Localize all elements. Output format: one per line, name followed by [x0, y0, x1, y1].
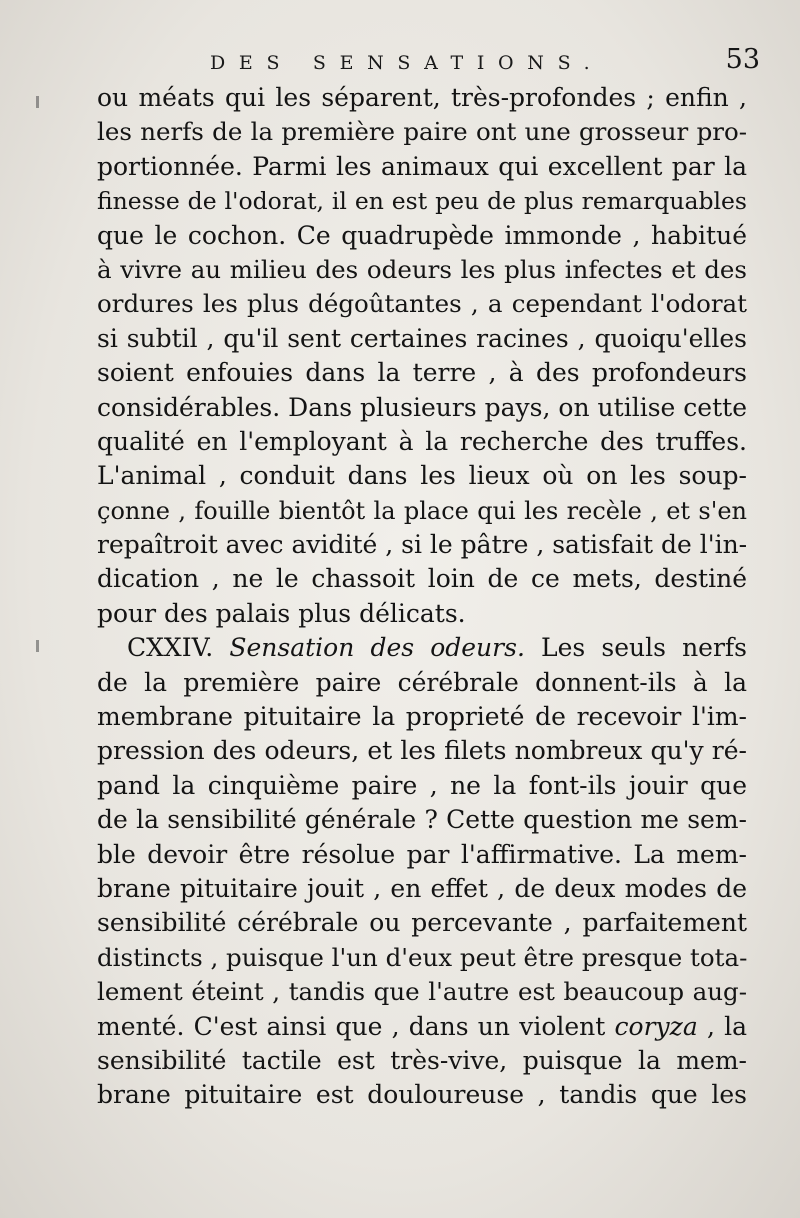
text-line: de la première paire cérébrale donnent-ils à la: [97, 667, 747, 697]
section-heading-line: [97, 631, 747, 665]
section-title: Sensation des odeurs.: [229, 633, 525, 663]
text-line: dication , ne le chassoit loin de ce mets, destiné: [97, 564, 747, 594]
section-first-line-rest: Les seuls nerfs: [541, 633, 747, 663]
page-number: 53: [725, 44, 760, 75]
text-line: les nerfs de la première paire ont une grosseur pro-: [97, 117, 747, 147]
text-line: brane pituitaire jouit , en effet , de deux modes de: [97, 873, 747, 903]
text-line: pression des odeurs, et les filets nombreux qu'y ré-: [97, 736, 747, 766]
text-line: finesse de l'odorat, il en est peu de plus remarquables: [97, 187, 747, 216]
text-line: sensibilité tactile est très-vive, puisque la mem-: [97, 1045, 747, 1075]
text-line: de la sensibilité générale ? Cette question me sem-: [97, 805, 747, 835]
paragraph-last-line: pour des palais plus délicats.: [97, 598, 466, 628]
text-line: pand la cinquième paire , ne la font-ils jouir que: [97, 770, 747, 800]
text-line: ou méats qui les séparent, très-profondes ; enfin ,: [97, 83, 747, 112]
text-line: sensibilité cérébrale ou percevante , parfaitement: [97, 908, 747, 938]
gutter-mark: [36, 640, 39, 652]
coryza-line: [97, 1010, 747, 1044]
text-line: distincts , puisque l'un d'eux peut être presque tota-: [97, 942, 748, 972]
gutter-mark: [36, 96, 39, 108]
text-line: çonne , fouille bientôt la place qui les recèle , et s'en: [97, 496, 747, 525]
text-line: qualité en l'employant à la recherche des truffes.: [97, 426, 747, 456]
text-line: ordures les plus dégoûtantes , a cependant l'odorat: [97, 289, 747, 319]
text-line: lement éteint , tandis que l'autre est beaucoup aug-: [97, 977, 747, 1007]
text-line: ble devoir être résolue par l'affirmative. La mem-: [97, 839, 747, 869]
text-line: considérables. Dans plusieurs pays, on utilise cette: [97, 392, 747, 422]
text-line: si subtil , qu'il sent certaines racines , quoiqu'elles: [97, 323, 747, 353]
text-line: membrane pituitaire la proprieté de recevoir l'im-: [97, 702, 747, 732]
running-head-title: DES SENSATIONS.: [210, 52, 604, 74]
text-line: repaîtroit avec avidité , si le pâtre , satisfait de l'in-: [97, 530, 748, 560]
coryza-line-end: , la: [706, 1011, 748, 1041]
running-head: [200, 44, 760, 80]
body-text: [97, 81, 747, 1113]
text-line: soient enfouies dans la terre , à des profondeurs: [97, 358, 747, 388]
text-line: à vivre au milieu des odeurs les plus infectes et des: [97, 254, 747, 284]
text-line: que le cochon. Ce quadrupède immonde , habitué: [97, 220, 747, 250]
coryza-line-start: menté. C'est ainsi que , dans un violent: [97, 1011, 606, 1041]
text-line: brane pituitaire est douloureuse , tandis que les: [97, 1080, 747, 1110]
text-line: portionnée. Parmi les animaux qui excellent par la: [97, 151, 747, 181]
section-number: CXXIV.: [127, 633, 214, 663]
text-line: L'animal , conduit dans les lieux où on les soup-: [97, 461, 747, 491]
coryza-term: coryza: [614, 1011, 698, 1041]
